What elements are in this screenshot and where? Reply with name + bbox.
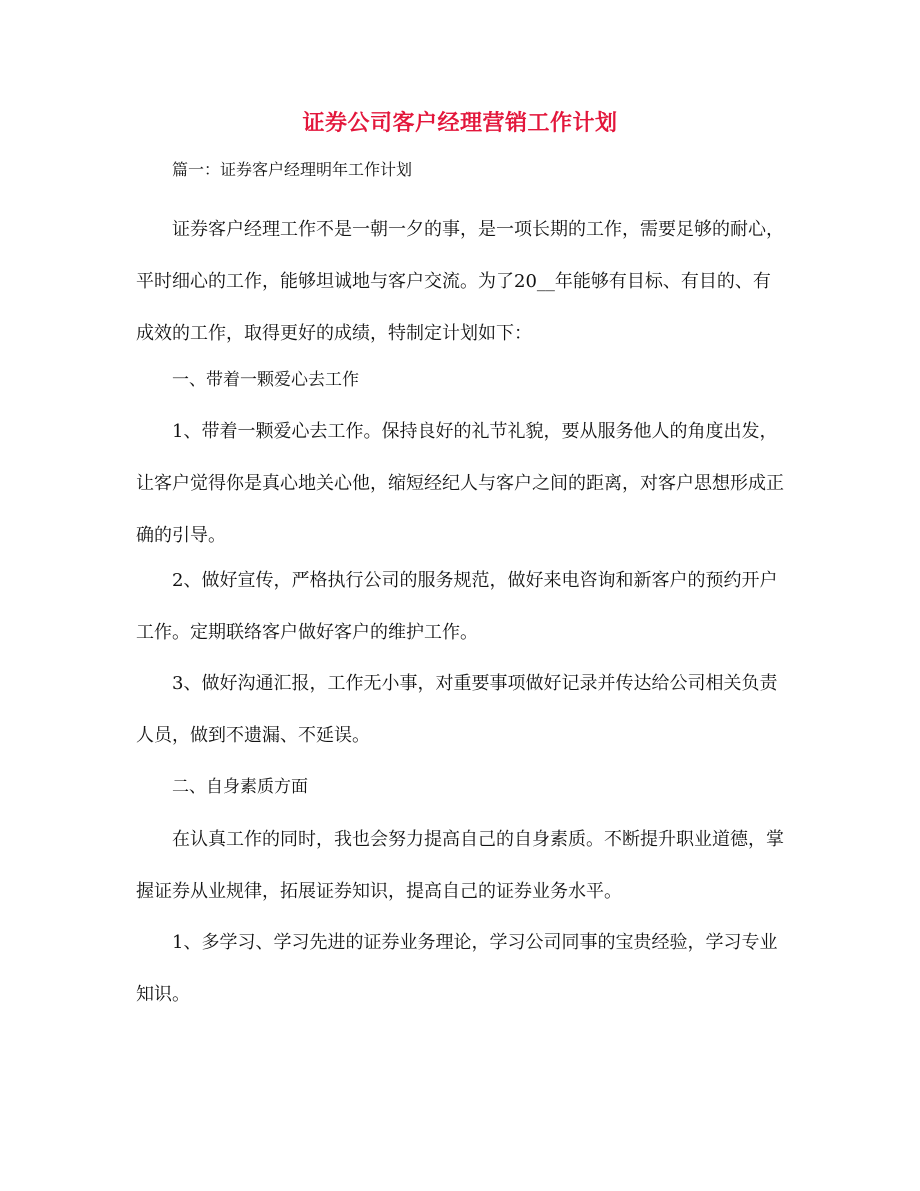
- document-title: 证券公司客户经理营销工作计划: [302, 111, 618, 136]
- paragraph-item-2: 2、做好宣传，严格执行公司的服务规范，做好来电咨询和新客户的预约开户工作。定期联络客户做好客户的维护工作。: [136, 570, 778, 643]
- document-subtitle: 篇一：证券客户经理明年工作计划: [172, 160, 413, 179]
- section-heading-2: 二、自身素质方面: [172, 777, 308, 797]
- section-heading-1: 一、带着一颗爱心去工作: [172, 370, 359, 390]
- paragraph-item-learning: 1、多学习、学习先进的证券业务理论，学习公司同事的宝贵经验，学习专业知识。: [136, 932, 778, 1005]
- paragraph-item-1: 1、带着一颗爱心去工作。保持良好的礼节礼貌，要从服务他人的角度出发，让客户觉得你是真心地关心他，缩短经纪人与客户之间的距离，对客户思想形成正确的引导。: [136, 421, 784, 546]
- paragraph-quality: 在认真工作的同时，我也会努力提高自己的自身素质。不断提升职业道德，掌握证券从业规律，拓展证券知识，提高自己的证券业务水平。: [136, 829, 784, 902]
- paragraph-item-3: 3、做好沟通汇报，工作无小事，对重要事项做好记录并传达给公司相关负责人员，做到不遗漏、不延误。: [136, 673, 778, 746]
- paragraph-intro: 证券客户经理工作不是一朝一夕的事，是一项长期的工作，需要足够的耐心，平时细心的工作，能够坦诚地与客户交流。为了20__年能够有目标、有目的、有成效的工作，取得更好的成绩，特制定计划如下：: [136, 219, 784, 344]
